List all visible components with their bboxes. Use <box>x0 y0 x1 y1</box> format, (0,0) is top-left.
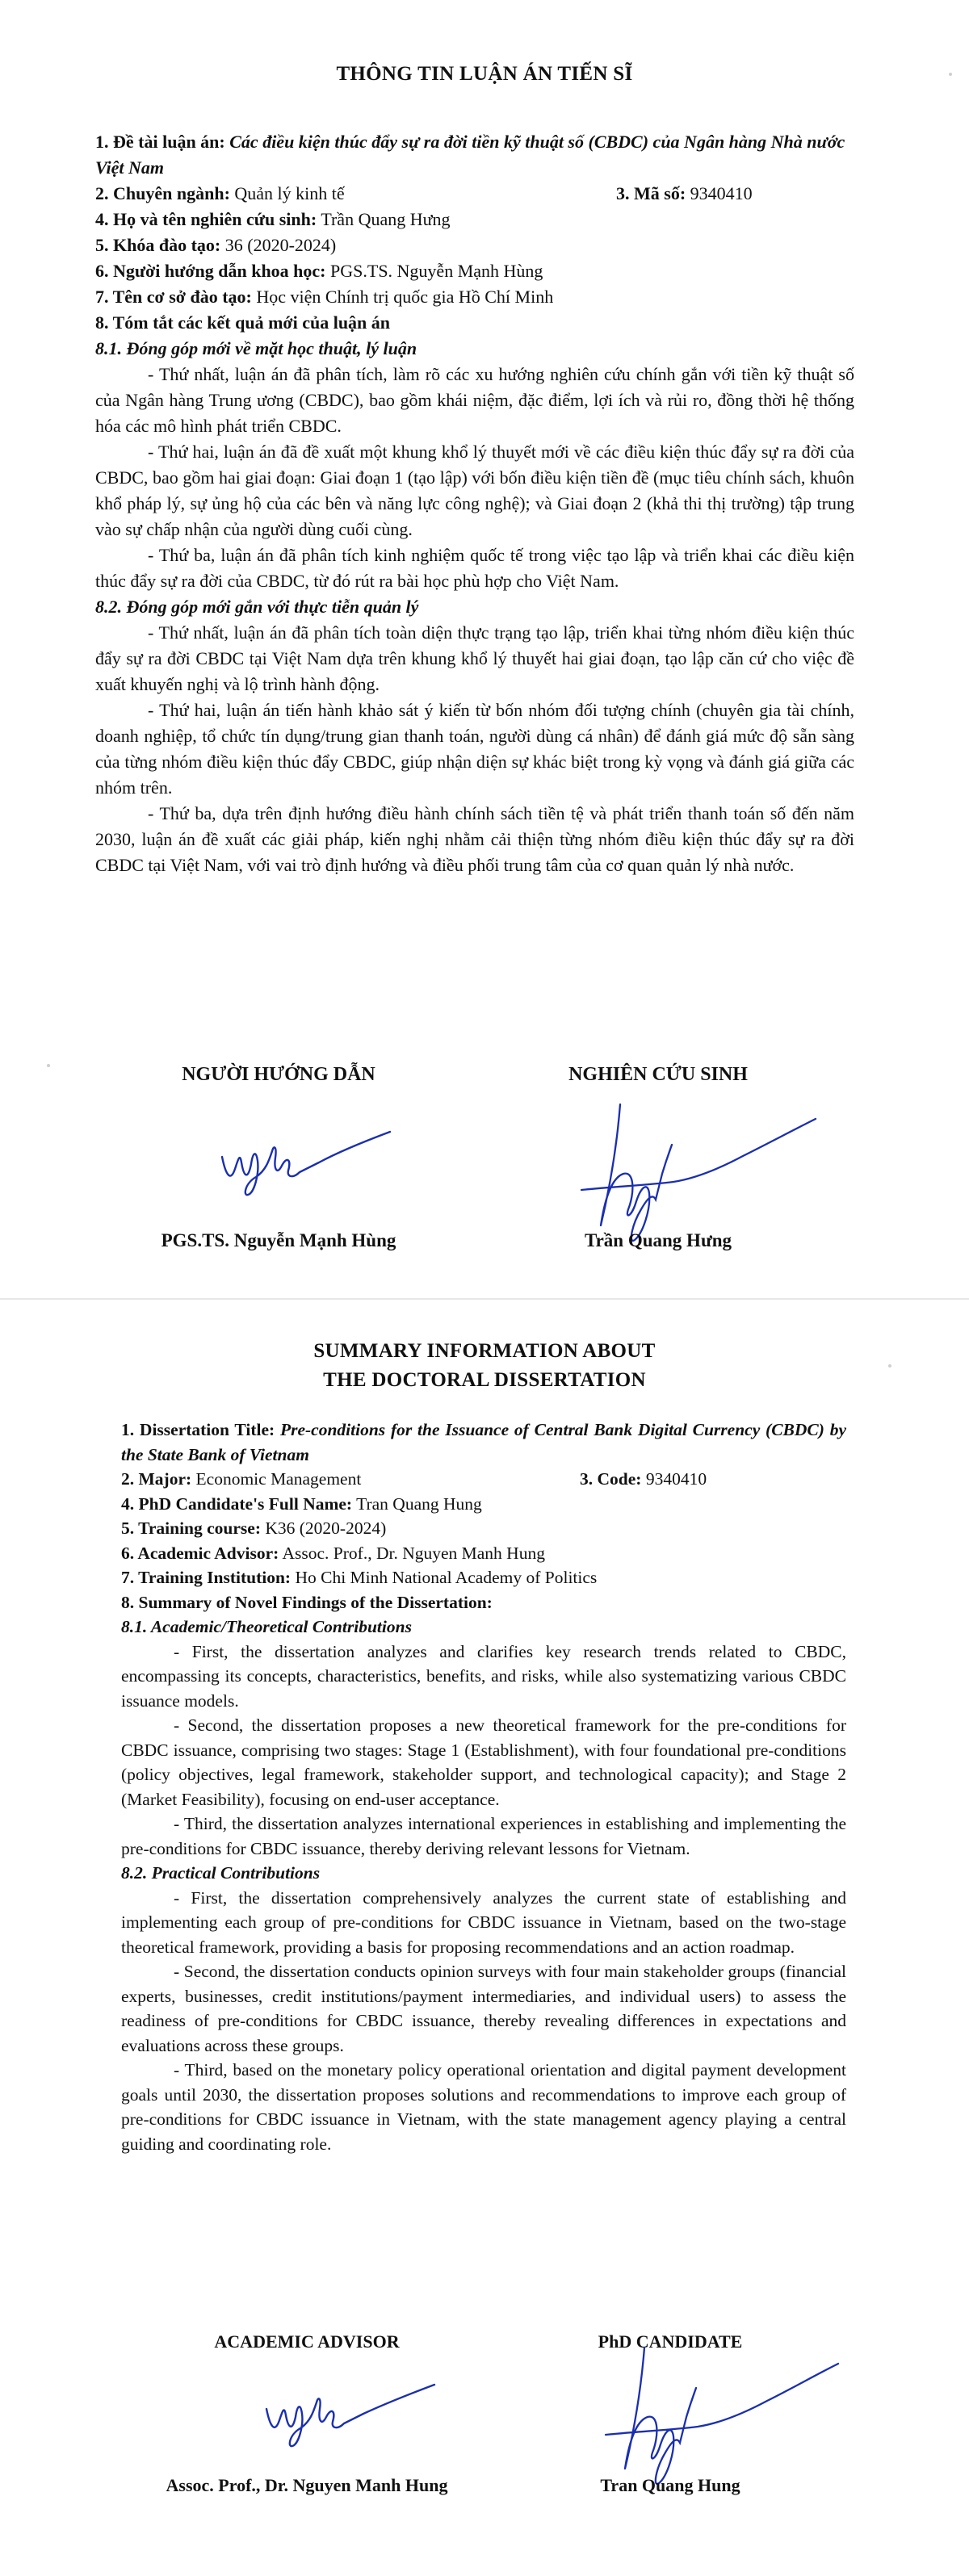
course-label: 5. Training course: <box>121 1518 261 1538</box>
paragraph: - Thứ nhất, luận án đã phân tích, làm rõ các xu hướng nghiên cứu chính gắn với tiền kỹ thuật số của Ngân hàng Trung ương (CBDC), bao gồm khái niệm, đặc điểm, lợi ích và rủi ro, đồng thời hệ thống hóa các mô hình phát triển CBDC. <box>95 364 854 436</box>
institution-label: 7. Training Institution: <box>121 1568 292 1587</box>
candidate-value: Tran Quang Hung <box>356 1493 482 1514</box>
advisor-role: ACADEMIC ADVISOR <box>214 2331 400 2352</box>
candidate-signature-block <box>509 1064 808 1250</box>
paragraph: - Second, the dissertation proposes a new theoretical framework for the pre-conditions for CBDC issuance, comprising two stages: Stage 1 (Establishment), with four foundational pre-conditions (policy objectives, legal framework, stakeholder support, and technological capacity); and Stage 2 (Market Feasibility), focusing on end-user acceptance. <box>121 1715 846 1809</box>
candidate-label: 4. Họ và tên nghiên cứu sinh: <box>95 209 317 229</box>
paragraph: - Thứ ba, dựa trên định hướng điều hành chính sách tiền tệ và phát triển thanh toán số đến năm 2030, luận án đề xuất các giải pháp, kiến nghị nhằm cải thiện từng nhóm điều kiện thúc đẩy sự ra đời CBDC tại Việt Nam, với vai trò định hướng và điều phối trung tâm của cơ quan quản lý nhà nước. <box>95 803 854 875</box>
scan-speck <box>47 1064 50 1067</box>
advisor-line <box>121 1541 846 1566</box>
thesis-title-label: 1. Dissertation Title: <box>121 1420 275 1439</box>
candidate-line <box>121 1492 846 1517</box>
institution-line <box>95 284 854 310</box>
candidate-role: PhD CANDIDATE <box>598 2331 743 2352</box>
info-block <box>95 129 854 878</box>
summary-heading: 8. Summary of Novel Findings of the Dissertation: <box>121 1592 493 1612</box>
code-group <box>616 181 753 207</box>
advisor-role: NGƯỜI HƯỚNG DẪN <box>182 1064 375 1085</box>
section-8-1-heading: 8.1. Academic/Theoretical Contributions <box>121 1617 412 1636</box>
course-value: 36 (2020-2024) <box>224 235 337 255</box>
major-label: 2. Major: <box>121 1469 192 1489</box>
thesis-title-label: 1. Đề tài luận án: <box>95 132 225 152</box>
course-label: 5. Khóa đào tạo: <box>95 235 221 255</box>
institution-value: Học viện Chính trị quốc gia Hồ Chí Minh <box>256 287 554 307</box>
thesis-title-value: Pre-conditions for the Issuance of Central Bank Digital Currency (CBDC) by the State Bank of Vietnam <box>121 1420 846 1464</box>
section-8-2-heading: 8.2. Đóng góp mới gắn với thực tiễn quản lý <box>95 597 419 617</box>
candidate-name: Trần Quang Hưng <box>584 1230 732 1250</box>
candidate-role: NGHIÊN CỨU SINH <box>568 1064 748 1085</box>
paragraph: - Thứ hai, luận án đã đề xuất một khung khổ lý thuyết mới về các điều kiện thúc đẩy sự ra đời của CBDC, bao gồm hai giai đoạn: Giai đoạn 1 (tạo lập) với bốn điều kiện tiền đề (mục tiêu chính sách, khuôn khổ pháp lý, sự ủng hộ của các bên và năng lực công nghệ); và Giai đoạn 2 (khả thi thị trường) tập trung vào sự chấp nhận của người dùng cuối cùng. <box>95 442 854 539</box>
thesis-title-line <box>121 1418 846 1467</box>
section-8-2-heading: 8.2. Practical Contributions <box>121 1863 321 1883</box>
paragraph: - Thứ hai, luận án tiến hành khảo sát ý kiến từ bốn nhóm đối tượng chính (chuyên gia tài chính, doanh nghiệp, tổ chức tín dụng/trung gian thanh toán, người dùng cá nhân) để đánh giá mức độ sẵn sàng của từng nhóm điều kiện thúc đẩy CBDC, giúp nhận diện sự khác biệt trong kỳ vọng và đánh giá giữa các nhóm trên. <box>95 700 854 798</box>
paragraph: - First, the dissertation analyzes and clarifies key research trends related to CBDC, encompassing its concepts, characteristics, benefits, and risks, while also systematizing various CBDC issuance models. <box>121 1641 846 1711</box>
course-value: K36 (2020-2024) <box>265 1518 387 1538</box>
info-block <box>121 1418 846 2156</box>
advisor-name: Assoc. Prof., Dr. Nguyen Manh Hung <box>166 2475 448 2495</box>
candidate-value: Trần Quang Hưng <box>321 209 451 229</box>
thesis-title-line <box>95 129 854 181</box>
candidate-label: 4. PhD Candidate's Full Name: <box>121 1493 353 1514</box>
advisor-signature-block <box>129 2331 484 2495</box>
paragraph: - Third, based on the monetary policy operational orientation and digital payment development goals until 2030, the dissertation proposes solutions and recommendations to improve each group of pre-conditions for CBDC issuance in Vietnam, with the state management agency playing a central guiding and coordinating role. <box>121 2060 846 2154</box>
institution-label: 7. Tên cơ sở đào tạo: <box>95 287 252 307</box>
page-title: THÔNG TIN LUẬN ÁN TIẾN SĨ <box>336 63 633 85</box>
code-label: 3. Code: <box>580 1469 642 1489</box>
candidate-signature-block <box>565 2331 775 2495</box>
scan-speck <box>888 1364 891 1368</box>
advisor-line <box>95 258 854 284</box>
major-value: Economic Management <box>195 1469 362 1489</box>
advisor-signature-image <box>198 1112 400 1209</box>
code-group <box>580 1467 707 1492</box>
advisor-signature-image <box>242 2369 444 2457</box>
advisor-value: PGS.TS. Nguyễn Mạnh Hùng <box>330 261 543 281</box>
major-line <box>95 181 854 207</box>
major-label: 2. Chuyên ngành: <box>95 183 230 203</box>
major-line <box>121 1467 846 1492</box>
advisor-value: Assoc. Prof., Dr. Nguyen Manh Hung <box>282 1543 545 1563</box>
section-8-1-heading: 8.1. Đóng góp mới về mặt học thuật, lý luận <box>95 338 417 358</box>
candidate-name: Tran Quang Hung <box>600 2475 740 2495</box>
english-page <box>0 1300 969 2576</box>
course-line <box>121 1516 846 1541</box>
summary-heading: 8. Tóm tắt các kết quả mới của luận án <box>95 312 391 333</box>
code-value: 9340410 <box>645 1469 707 1489</box>
candidate-line <box>95 207 854 232</box>
code-value: 9340410 <box>690 183 753 203</box>
code-label: 3. Mã số: <box>616 183 686 203</box>
paragraph: - Third, the dissertation analyzes international experiences in establishing and implementing the pre-conditions for CBDC issuance, thereby deriving relevant lessons for Vietnam. <box>121 1814 846 1858</box>
advisor-label: 6. Academic Advisor: <box>121 1543 279 1563</box>
paragraph: - Thứ ba, luận án đã phân tích kinh nghiệm quốc tế trong việc tạo lập và triển khai các điều kiện thúc đẩy sự ra đời của CBDC, từ đó rút ra bài học phù hợp cho Việt Nam. <box>95 545 854 591</box>
course-line <box>95 232 854 258</box>
page-title-line2: THE DOCTORAL DISSERTATION <box>323 1369 646 1391</box>
major-value: Quản lý kinh tế <box>234 183 345 203</box>
paragraph: - First, the dissertation comprehensively analyzes the current state of establishing and implementing each group of pre-conditions for CBDC issuance in Vietnam, based on the two-stage theoretical framework, providing a basis for proposing recommendations and an action roadmap. <box>121 1887 846 1957</box>
advisor-name: PGS.TS. Nguyễn Mạnh Hùng <box>161 1230 396 1250</box>
paragraph: - Thứ nhất, luận án đã phân tích toàn diện thực trạng tạo lập, triển khai từng nhóm điều kiện thúc đẩy sự ra đời CBDC tại Việt Nam dựa trên khung khổ lý thuyết hai giai đoạn, tạo lập căn cứ cho việc đề xuất khuyến nghị và lộ trình hành động. <box>95 622 854 694</box>
institution-line <box>121 1565 846 1590</box>
institution-value: Ho Chi Minh National Academy of Politics <box>295 1568 598 1587</box>
thesis-title-value: Các điều kiện thúc đẩy sự ra đời tiền kỹ thuật số (CBDC) của Ngân hàng Nhà nước Việt Nam <box>95 132 845 178</box>
paragraph: - Second, the dissertation conducts opinion surveys with four main stakeholder groups (financial experts, businesses, credit institutions/payment intermediaries, and individual users) to assess the readiness of pre-conditions for CBDC issuance, thereby revealing differences in expectations and evaluations across these groups. <box>121 1962 846 2055</box>
advisor-signature-block <box>121 1064 436 1250</box>
scan-speck <box>949 73 952 76</box>
page-title-line1: SUMMARY INFORMATION ABOUT <box>313 1340 656 1362</box>
advisor-label: 6. Người hướng dẫn khoa học: <box>95 261 326 281</box>
